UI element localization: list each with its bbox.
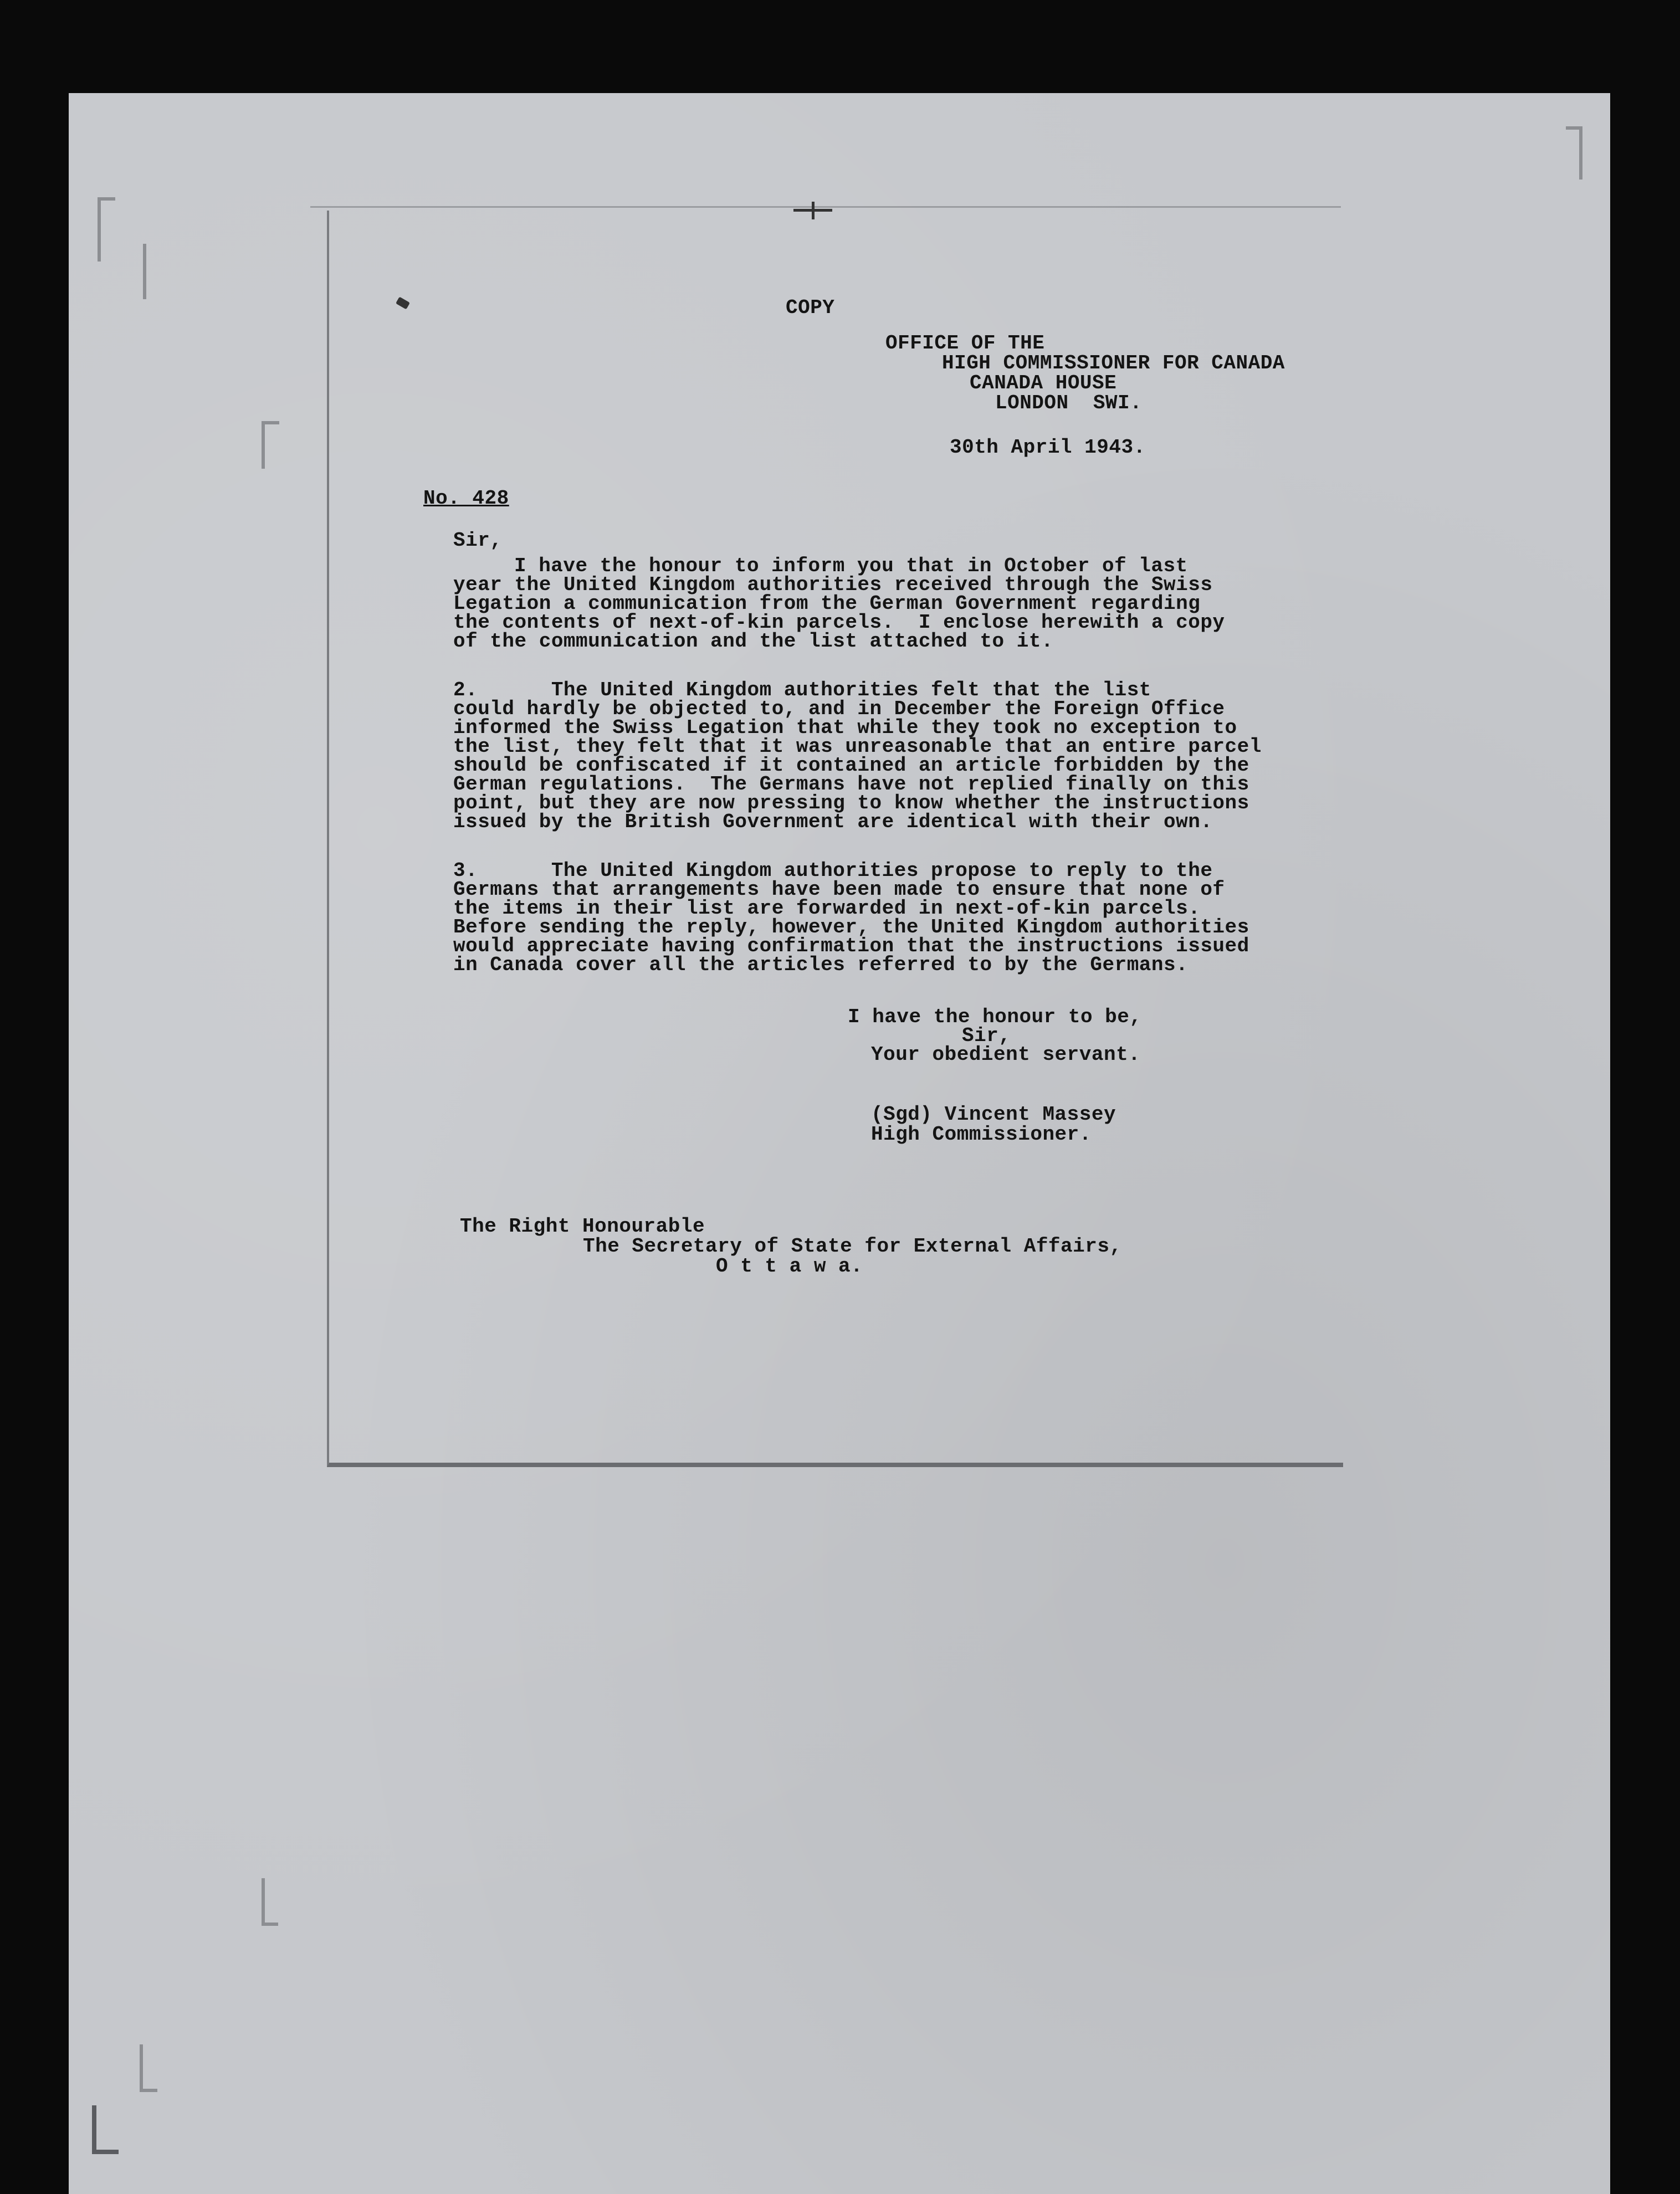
sender-address-line: OFFICE OF THE [885,332,1045,355]
crop-mark [98,197,115,262]
closing-line: Sir, [962,1024,1011,1047]
body-line: Before sending the reply, however, the United Kingdom authorities [453,916,1249,939]
addressee-line: The Secretary of State for External Affairs, [583,1235,1122,1258]
sender-address-line: CANADA HOUSE [970,372,1117,394]
body-line: Legation a communication from the German Government regarding [453,592,1201,615]
crop-mark [143,244,150,299]
body-line: I have the honour to inform you that in October of last [514,555,1188,577]
body-line: Germans that arrangements have been made to ensure that none of [453,878,1225,901]
salutation: Sir, [453,529,503,552]
crop-mark [1566,126,1582,180]
copy-label: COPY [786,296,835,319]
body-line: in Canada cover all the articles referred to by the Germans. [453,954,1189,976]
closing-line: I have the honour to be, [848,1006,1142,1028]
sender-address-line: LONDON SWI. [995,392,1143,414]
body-line: the contents of next-of-kin parcels. I enclose herewith a copy [453,611,1225,634]
body-line: year the United Kingdom authorities received through the Swiss [453,573,1213,596]
body-line: 3. The United Kingdom authorities propose to reply to the [453,859,1213,882]
body-line: of the communication and the list attached to it. [453,630,1054,653]
letter-date: 30th April 1943. [950,436,1146,459]
page-top-edge [310,206,1341,208]
body-line: the list, they felt that it was unreasonable that an entire parcel [453,735,1262,758]
reference-number: No. 428 [423,487,509,510]
crop-mark [262,421,279,469]
addressee-line: The Right Honourable [460,1215,705,1238]
crop-mark [262,1878,278,1926]
signature-line: (Sgd) Vincent Massey [871,1103,1116,1126]
closing-line: Your obedient servant. [871,1043,1141,1066]
body-line: 2. The United Kingdom authorities felt that the list [453,679,1151,701]
body-line: the items in their list are forwarded in next-of-kin parcels. [453,897,1201,920]
body-line: issued by the British Government are identical with their own. [453,811,1213,833]
addressee-line: O t t a w a. [716,1255,863,1278]
body-line: should be confiscated if it contained an article forbidden by the [453,754,1249,777]
crop-mark [92,2105,119,2154]
sender-address-line: HIGH COMMISSIONER FOR CANADA [942,352,1285,375]
letter-page-outline [327,211,1343,1467]
body-line: German regulations. The Germans have not replied finally on this [453,773,1249,796]
body-line: could hardly be objected to, and in December the Foreign Office [453,698,1225,720]
signature-line: High Commissioner. [871,1123,1092,1146]
body-line: point, but they are now pressing to know whether the instructions [453,792,1249,814]
crop-mark [140,2044,157,2092]
body-line: would appreciate having confirmation that the instructions issued [453,935,1249,957]
registration-mark [812,202,815,219]
body-line: informed the Swiss Legation that while they took no exception to [453,716,1237,739]
